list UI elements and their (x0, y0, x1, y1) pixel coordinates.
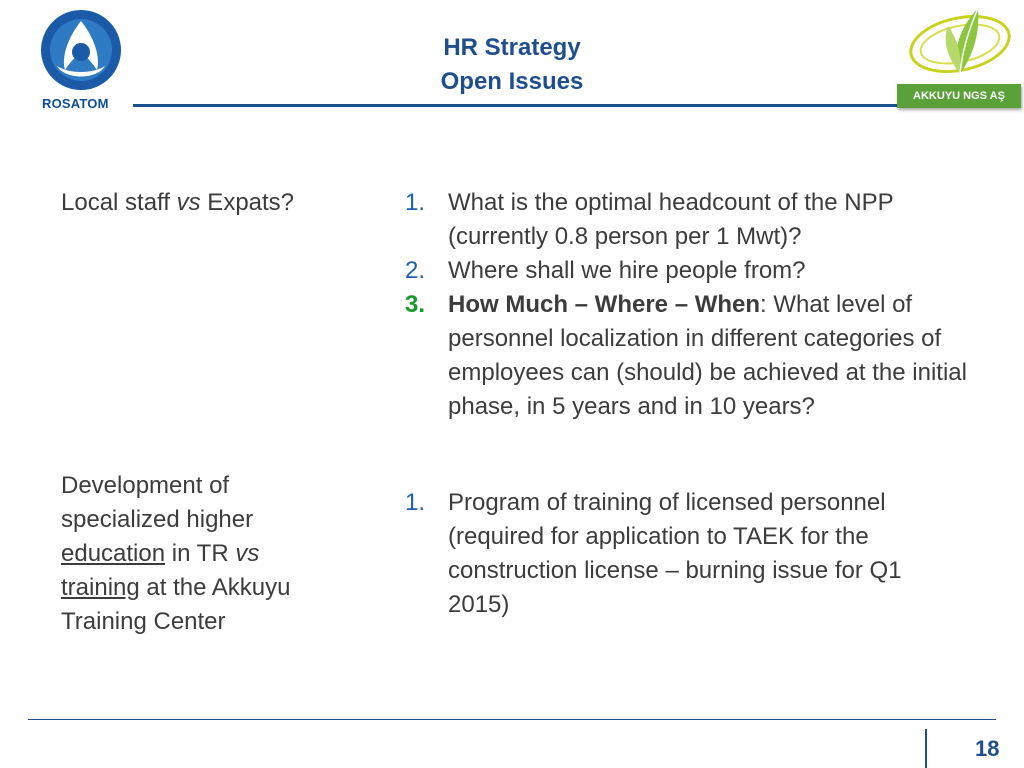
list-item (405, 288, 975, 424)
topic-local-vs-expats: Local staff vs Expats? (61, 189, 295, 216)
list-text: Program of training of licensed personnel (required for application to TAEK for the construction license – burning issue for Q1 2015) (448, 489, 902, 618)
list-number: 3. (405, 291, 426, 318)
page-number: 18 (975, 736, 1000, 761)
list-text: How Much – Where – When: What level of personnel localization in different categories of employees can (should) be achieved at the initial phase, in 5 years and in 10 years? (448, 291, 967, 420)
list-text: Where shall we hire people from? (448, 257, 806, 284)
rosatom-logo-icon (39, 8, 123, 92)
akkuyu-leaf-logo-icon (902, 2, 1020, 82)
list-item (405, 186, 975, 254)
training-issues-list (405, 486, 975, 622)
list-item (405, 254, 975, 288)
footer-separator (925, 729, 927, 768)
header-divider (133, 104, 903, 107)
list-number: 1. (405, 189, 426, 216)
footer-divider (28, 719, 996, 720)
rosatom-label: ROSATOM (42, 96, 109, 111)
list-number: 2. (405, 257, 426, 284)
slide-title-line2: Open Issues (440, 68, 584, 95)
akkuyu-badge: AKKUYU NGS AŞ (897, 84, 1021, 108)
list-text: What is the optimal headcount of the NPP (currently 0.8 person per 1 Mwt)? (448, 189, 894, 250)
list-number: 1. (405, 489, 426, 516)
topic-education-vs-training: Development of specialized higher education in TR vs training at the Akkuyu Training Center (61, 472, 291, 635)
slide-title-line1: HR Strategy (443, 34, 581, 61)
list-item (405, 486, 975, 622)
open-issues-list (405, 186, 975, 424)
